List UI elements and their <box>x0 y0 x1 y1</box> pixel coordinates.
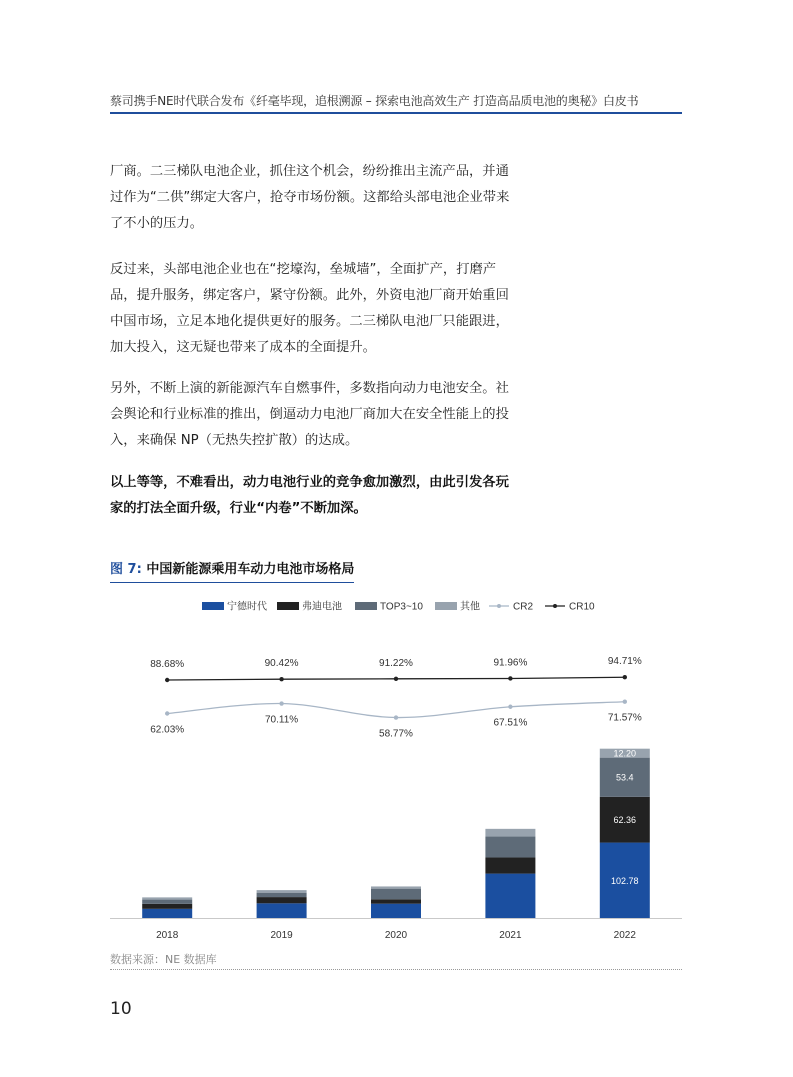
paragraph-3: 另外，不断上演的新能源汽车自燃事件，多数指向动力电池安全。社会舆论和行业标准的推出，倒逼动力电池厂商加大在安全性能上的投入，来确保 NP（无热失控扩散）的达成。 <box>110 381 509 448</box>
bar-2021-3 <box>485 829 535 837</box>
cr10-point-4 <box>623 675 627 679</box>
legend-label-5: CR10 <box>569 601 595 613</box>
cr2-label-2: 58.77% <box>379 728 413 740</box>
bar-2020-1 <box>371 899 421 903</box>
cr10-point-3 <box>508 676 512 680</box>
legend-marker-4 <box>497 604 501 608</box>
bar-2018-3 <box>142 897 192 899</box>
legend-swatch-1 <box>277 602 299 610</box>
cr2-line <box>167 702 625 718</box>
bar-2018-0 <box>142 909 192 918</box>
cr10-label-2: 91.22% <box>379 657 413 669</box>
bar-2018-1 <box>142 904 192 909</box>
legend-label-0: 宁德时代 <box>227 601 267 613</box>
cr2-point-3 <box>508 705 512 709</box>
x-tick-label-2018: 2018 <box>156 930 179 941</box>
cr2-label-1: 70.11% <box>265 714 299 726</box>
x-tick-label-2020: 2020 <box>384 930 408 941</box>
bar-2021-1 <box>485 857 535 873</box>
cr10-label-4: 94.71% <box>607 656 642 668</box>
cr10-label-3: 91.96% <box>493 657 528 669</box>
cr10-point-0 <box>165 678 169 682</box>
legend-label-4: CR2 <box>513 601 534 613</box>
legend-swatch-3 <box>435 602 457 610</box>
legend-label-1: 弗迪电池 <box>302 601 342 613</box>
legend-label-3: 其他 <box>460 601 480 613</box>
cr2-point-1 <box>279 701 283 705</box>
header-title: 蔡司携手NE时代联合发布《纤毫毕现，追根溯源 – 探索电池高效生产 打造高品质电池的奥秘》白皮书 <box>110 94 639 108</box>
x-tick-label-2019: 2019 <box>270 930 293 941</box>
bar-2018-2 <box>142 900 192 904</box>
cr10-label-0: 88.68% <box>150 659 185 670</box>
legend-swatch-2 <box>355 602 377 610</box>
legend-marker-5 <box>553 604 557 608</box>
cr2-point-2 <box>394 715 398 719</box>
x-tick-label-2022: 2022 <box>613 930 636 941</box>
cr10-label-1: 90.42% <box>264 658 299 670</box>
bar-2021-2 <box>485 837 535 858</box>
figure-label: 图 7: <box>110 562 142 577</box>
bar-2020-3 <box>371 886 421 888</box>
figure-title: 中国新能源乘用车动力电池市场格局 <box>146 562 355 577</box>
cr2-point-4 <box>623 700 627 704</box>
bar-2019-3 <box>257 890 307 893</box>
bar-2019-2 <box>257 893 307 897</box>
page-number: 10 <box>110 999 132 1019</box>
bar-2019-1 <box>257 897 307 903</box>
bar-2020-2 <box>371 889 421 900</box>
legend-label-2: TOP3~10 <box>380 601 423 613</box>
paragraph-1: 厂商。二三梯队电池企业，抓住这个机会，纷纷推出主流产品，并通过作为“二供”绑定大客户，抢夺市场份额。这都给头部电池企业带来了不小的压力。 <box>110 164 510 231</box>
cr2-label-0: 62.03% <box>150 724 185 736</box>
bar-2019-0 <box>257 903 307 918</box>
source-divider <box>110 969 682 970</box>
bar-label-2022-2: 53.4 <box>616 772 634 783</box>
cr2-label-3: 67.51% <box>493 717 528 729</box>
paragraph-4-bold: 以上等等，不难看出，动力电池行业的竞争愈加激烈，由此引发各玩家的打法全面升级，行业“内卷”不断加深。 <box>110 475 509 516</box>
paragraph-2: 反过来，头部电池企业也在“挖壕沟，垒城墙”，全面扩产，打磨产品，提升服务，绑定客户，紧守份额。此外，外资电池厂商开始重回中国市场，立足本地化提供更好的服务。二三梯队电池厂只能跟进，加大投入，这无疑也带来了成本的全面提升。 <box>110 262 509 355</box>
legend-swatch-0 <box>202 602 224 610</box>
cr10-point-1 <box>279 677 283 681</box>
x-tick-label-2021: 2021 <box>499 930 522 941</box>
cr2-label-4: 71.57% <box>607 712 642 724</box>
bar-2020-0 <box>371 904 421 918</box>
bar-label-2022-0: 102.78 <box>611 875 639 886</box>
cr2-point-0 <box>165 711 169 715</box>
bar-label-2022-1: 62.36 <box>613 815 637 826</box>
source-note: 数据来源：NE 数据库 <box>110 953 217 966</box>
bar-2021-0 <box>485 874 535 918</box>
cr10-point-2 <box>394 677 398 681</box>
bar-label-2022-3: 12.20 <box>613 748 637 759</box>
